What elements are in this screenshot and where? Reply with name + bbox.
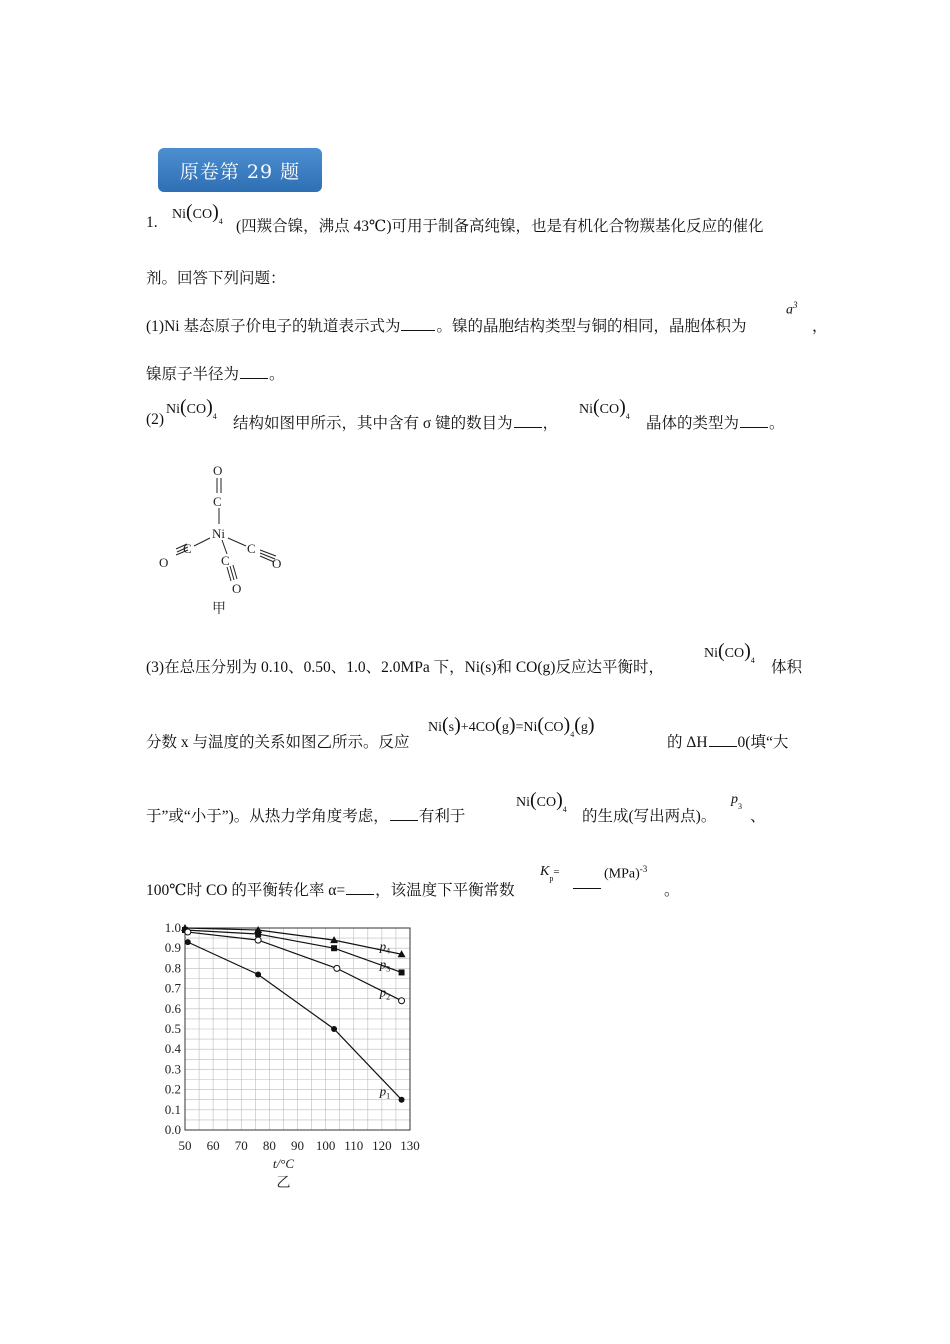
x-tick-label: 80	[262, 1138, 276, 1153]
part-3-line-3: 于”或“小于”)。从热力学角度考虑， 有利于	[146, 808, 466, 825]
part-3-line-2-end: 的 ΔH 0(填“大	[667, 734, 789, 751]
y-tick-label: 0.2	[164, 1081, 181, 1097]
part-3-line-1-end: 体积	[771, 659, 803, 676]
part-3-line-3-mid: 的生成(写出两点)。	[582, 808, 717, 825]
equilibrium-chart	[150, 918, 440, 1198]
chart-caption: 乙	[276, 1176, 291, 1191]
part-3-line-4-end: 。	[664, 882, 680, 899]
figure-ni-co4-structure	[150, 458, 290, 618]
answer-blank[interactable]	[240, 376, 268, 379]
x-tick-label: 110	[344, 1138, 364, 1153]
answer-blank[interactable]	[514, 425, 542, 428]
formula-ni-co4: $Ni(CO)_4$	[579, 396, 630, 421]
formula-ni-co4: $Ni(CO)_4$	[516, 789, 567, 814]
data-point-square	[331, 945, 337, 951]
x-tick-label: 100	[315, 1138, 336, 1153]
part-2-text-2: 晶体的类型为 。	[646, 415, 785, 432]
series-label-p3: $p_3$	[379, 956, 391, 974]
source-badge: 原卷第 29 题	[158, 148, 322, 192]
part-1-line: (1)Ni 基态原子价电子的轨道表示式为 。镍的晶胞结构类型与铜的相同，晶胞体积为	[146, 318, 747, 335]
y-tick-label: 0.0	[164, 1122, 181, 1137]
series-label-p1: $p_1$	[379, 1083, 391, 1101]
question-line-1	[146, 214, 158, 232]
formula-ni-co4: $Ni(CO)_4$	[172, 201, 223, 226]
kp-unit: (MPa)$^{-3}$	[604, 864, 648, 882]
series-label-p4: $p_4$	[379, 938, 391, 956]
part-3-line-2: 分数 x 与温度的关系如图乙所示。反应	[146, 734, 410, 751]
data-point-open-circle	[334, 965, 340, 971]
y-tick-label: 0.5	[164, 1021, 181, 1036]
cell-volume-formula: $a^3$	[786, 300, 798, 318]
formula-ni-co4: $Ni(CO)_4$	[166, 396, 217, 421]
y-tick-label: 0.7	[164, 980, 181, 996]
atom-c: C	[221, 553, 230, 568]
x-tick-label: 60	[206, 1138, 220, 1153]
y-tick-label: 0.3	[164, 1061, 181, 1077]
data-point-square	[255, 931, 261, 937]
kp-blank-line	[572, 876, 602, 894]
y-tick-label: 0.4	[164, 1041, 181, 1057]
x-tick-label: 120	[372, 1138, 392, 1153]
formula-ni-co4: $Ni(CO)_4$	[704, 640, 755, 665]
data-point-open-circle	[255, 937, 261, 943]
x-tick-label: 50	[178, 1138, 192, 1153]
y-tick-label: 1.0	[164, 920, 181, 935]
data-point-open-circle	[399, 998, 405, 1004]
part-3-line-4: 100℃时 CO 的平衡转化率 α= ，该温度下平衡常数	[146, 882, 515, 899]
atom-ni: Ni	[212, 526, 225, 541]
question-line-2: 剂。回答下列问题：	[146, 270, 286, 287]
atom-c: C	[183, 541, 192, 556]
part-1-line-2: 镍原子半径为 。	[146, 366, 285, 383]
atom-c: C	[213, 494, 222, 509]
data-point-square	[399, 969, 405, 975]
x-axis-label: t/°C	[272, 1156, 294, 1171]
atom-o: O	[272, 556, 282, 571]
answer-blank[interactable]	[740, 425, 768, 428]
answer-blank[interactable]	[346, 892, 374, 895]
y-tick-label: 0.1	[164, 1101, 181, 1117]
x-tick-label: 130	[400, 1138, 420, 1153]
series-line-p1	[188, 942, 402, 1100]
part-3-line-1: (3)在总压分别为 0.10、0.50、1.0、2.0MPa 下，Ni(s)和 CO(g)反应达平衡时，	[146, 659, 664, 676]
atom-o: O	[232, 581, 242, 596]
part-2-label: (2)	[146, 411, 165, 428]
data-point-filled-circle	[185, 939, 191, 945]
part-2-text: 结构如图甲所示，其中含有 σ 键的数目为 ，	[233, 415, 559, 432]
figure-caption-jia: 甲	[212, 602, 226, 617]
x-tick-label: 90	[291, 1138, 304, 1153]
answer-blank[interactable]	[390, 818, 418, 821]
atom-c: C	[247, 541, 256, 556]
series-label-p2: $p_2$	[379, 984, 391, 1002]
answer-blank[interactable]	[573, 886, 601, 889]
reaction-equation: $Ni(s)+4CO(g)=Ni(CO)_4(g)$	[428, 714, 595, 739]
kp-formula: $K_p=$	[540, 864, 560, 883]
x-tick-label: 70	[234, 1138, 248, 1153]
series-line-p2	[188, 932, 402, 1001]
question-intro: (四羰合镍，沸点 43℃)可用于制备高纯镍，也是有机化合物羰基化反应的催化	[236, 218, 764, 235]
series-line-p3	[185, 930, 402, 972]
y-tick-label: 0.9	[164, 940, 181, 956]
data-point-filled-circle	[331, 1026, 337, 1032]
part-1-comma: ，	[812, 318, 828, 335]
data-point-filled-circle	[255, 971, 261, 977]
y-tick-label: 0.8	[164, 960, 181, 976]
y-tick-label: 0.6	[164, 1000, 181, 1016]
answer-blank[interactable]	[401, 328, 435, 331]
atom-o: O	[159, 555, 169, 570]
atom-o: O	[213, 463, 223, 478]
answer-blank[interactable]	[709, 744, 737, 747]
pressure-p3: $p_3$	[731, 792, 742, 811]
data-point-filled-circle	[399, 1097, 405, 1103]
data-point-open-circle	[185, 929, 191, 935]
question-number: 1.	[146, 214, 158, 231]
part-3-line-3-end: 、	[750, 808, 766, 825]
